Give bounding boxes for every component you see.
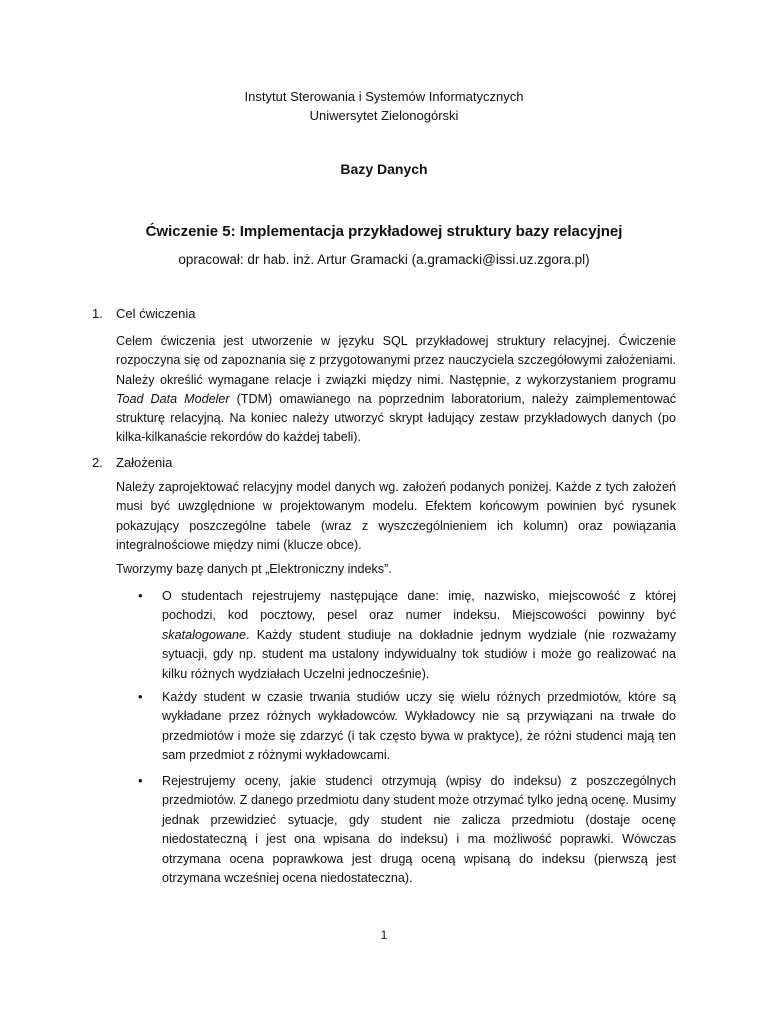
- section-1-text-a: Celem ćwiczenia jest utworzenie w języku SQL przykładowej struktury relacyjnej. Ćwiczenie rozpoczyna się od zapoznania się z przygotowanymi przez nauczyciela szczegółowymi założeniami. Należy określić wymagane relacje i związki między nimi. Następnie, z wykorzystaniem programu: [116, 334, 676, 387]
- university-name: Uniwersytet Zielonogórski: [309, 108, 459, 123]
- section-1-text-b: (TDM) omawianego na poprzednim laboratorium, należy zaimplementować strukturę relacyjną. Na koniec należy utworzyć skrypt ładujący zestaw przykładowych danych (po kilka-kilkanaście rekordów do każdej tabeli).: [116, 391, 677, 445]
- institute-name: Instytut Sterowania i Systemów Informatycznych: [244, 89, 524, 104]
- tdm-program-name: Toad Data Modeler: [116, 391, 230, 406]
- section-1-title: Cel ćwiczenia: [116, 306, 196, 321]
- exercise-title: Ćwiczenie 5: Implementacja przykładowej struktury bazy relacyjnej: [145, 223, 623, 240]
- bullet-1-text-a: O studentach rejestrujemy następujące dane: imię, nazwisko, miejscowość z której pochodzi, kod pocztowy, pesel oraz numer indeksu. Miejscowości powinny być: [162, 589, 676, 623]
- section-2-intro: Tworzymy bazę danych pt „Elektroniczny indeks”.: [116, 562, 392, 576]
- bullet-3-icon: •: [138, 773, 143, 788]
- bullet-3-text: Rejestrujemy oceny, jakie studenci otrzymują (wpisy do indeksu) z poszczególnych przedmiotów. Z danego przedmiotu dany student może otrzymać tylko jedną ocenę. Musimy jednak przewidzieć sytuacje, gdy student nie zalicza przedmiotu (dostaje ocenę niedostateczną i jest ona wpisana do indeksu) i ma możliwość poprawki. Wówczas otrzymana ocena poprawkowa jest drugą oceną wpisaną do indeksu (pierwszą jest otrzymana wcześniej ocena niedostateczna).: [162, 774, 676, 886]
- bullet-1-icon: •: [138, 588, 143, 603]
- section-2-paragraph: Należy zaprojektować relacyjny model danych wg. założeń podanych poniżej. Każde z tych założeń musi być uwzględnione w projektowanym modelu. Efektem końcowym powinien być rysunek pokazujący poszczególne tabele (wraz z wyszczególnieniem ich kolumn) oraz powiązania integralnościowe między nimi (klucze obce).: [116, 480, 676, 552]
- section-2-title: Założenia: [116, 455, 173, 470]
- author-line: opracował: dr hab. inż. Artur Gramacki (a.gramacki@issi.uz.zgora.pl): [178, 252, 590, 267]
- section-2-number: 2.: [92, 455, 103, 470]
- bullet-2-icon: •: [138, 689, 143, 704]
- bullet-1-text: [162, 587, 676, 684]
- bullet-2-text: Każdy student w czasie trwania studiów uczy się wielu różnych przedmiotów, które są wykładane przez różnych wykładowców. Wykładowcy nie są przywiązani na trwałe do przedmiotów i może się zdarzyć (i tak często bywa w praktyce), że różni studenci mają ten sam przedmiot z różnymi wykładowcami.: [162, 690, 676, 763]
- institute-header: [0, 87, 768, 125]
- page-number: 1: [380, 928, 388, 942]
- section-1-paragraph: [116, 332, 676, 448]
- section-1-number: 1.: [92, 306, 103, 321]
- course-title: Bazy Danych: [340, 161, 428, 177]
- bullet-1-italic: skatalogowane: [162, 627, 247, 642]
- bullet-1-text-b: . Każdy student studiuje na dokładnie jednym wydziale (nie rozważamy sytuacji, gdy np. student ma ustalony indywidualny tok studiów i może go realizować na kilku różnych wydziałach Uczelni jednocześnie).: [162, 627, 676, 681]
